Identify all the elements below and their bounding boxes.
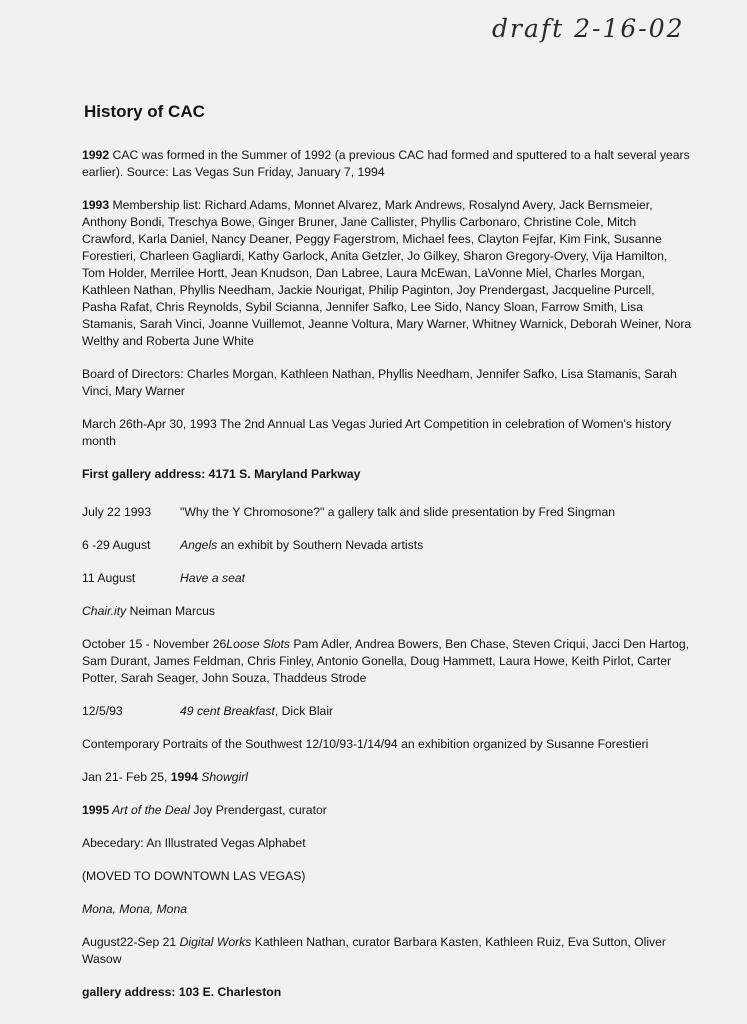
year-label: 1992	[82, 148, 110, 162]
paragraph-1993-membership	[82, 197, 692, 350]
paragraph-1992	[82, 147, 692, 181]
entry-abecedary: Abecedary: An Illustrated Vegas Alphabet	[82, 836, 306, 850]
entry-angels	[82, 537, 692, 554]
entry-title: Angels	[180, 538, 218, 552]
second-gallery-address: gallery address: 103 E. Charleston	[82, 985, 282, 999]
entry-title: Art of the Deal	[109, 803, 190, 817]
document-body	[82, 102, 692, 1017]
entry-breakfast	[82, 703, 692, 720]
entry-loose-slots	[82, 636, 692, 687]
entry-text: Joy Prendergast, curator	[189, 803, 327, 817]
membership-list: Membership list: Richard Adams, Monnet Alvarez, Mark Andrews, Rosalynd Avery, Jack Bernsmeier, Anthony Bondi, Treschya Bowe, Ginger Bruner, Jane Callister, Phyllis Carbonaro, Christine Cole, Mitch Crawford, Karla Daniel, Nancy Deaner, Peggy Fagerstrom, Michael fees, Clayton Fejfar, Kim Fink, Susanne Forestieri, Charleen Gagliardi, Kathy Garlock, Anita Getzler, Jo Gilkey, Sharon Gregory-Overy, Vija Hamilton, Tom Holder, Merrilee Hortt, Jean Knudson, Dan Labree, Laura McEwan, LaVonne Miel, Charles Morgan, Kathleen Nathan, Phyllis Needham, Jackie Nourigat, Philip Paginton, Joy Prendergast, Jacqueline Purcell, Pasha Rafat, Chris Reynolds, Sybil Scianna, Jennifer Safko, Lee Sido, Nancy Sloan, Farrow Smith, Lisa Stamanis, Sarah Vinci, Joanne Vuillemot, Jeanne Voltura, Mary Warner, Whitney Warnick, Deborah Weiner, Nora Welthy and Roberta June White	[82, 198, 692, 348]
entry-portraits: Contemporary Portraits of the Southwest 12/10/93-1/14/94 an exhibition organized by Susanne Forestieri	[82, 737, 649, 751]
entry-digital-works	[82, 934, 692, 968]
entry-title: Have a seat	[180, 571, 246, 585]
year-label: 1994	[170, 770, 198, 784]
entry-text: Kathleen Nathan, curator Barbara Kasten, Kathleen Ruiz, Eva Sutton, Oliver Wasow	[82, 935, 666, 966]
entry-title: Digital Works	[179, 935, 252, 949]
entry-title: Showgirl	[197, 770, 249, 784]
entry-date: 12/5/93	[82, 704, 123, 718]
entry-showgirl	[82, 769, 692, 786]
paragraph-text: CAC was formed in the Summer of 1992 (a previous CAC had formed and sputtered to a halt several years earlier). Source: Las Vegas Sun Friday, January 7, 1994	[82, 148, 690, 179]
entry-title: Loose Slots	[226, 637, 290, 651]
entry-text: Pam Adler, Andrea Bowers, Ben Chase, Steven Criqui, Jacci Den Hartog, Sam Durant, James Feldman, Chris Finley, Antonio Gonella, Doug Hammett, Laura Howe, Keith Pirlot, Carter Potter, Sarah Seager, John Souza, Thaddeus Strode	[82, 637, 689, 685]
board-of-directors: Board of Directors: Charles Morgan, Kathleen Nathan, Phyllis Needham, Jennifer Safko, Lisa Stamanis, Sarah Vinci, Mary Warner	[82, 367, 677, 398]
year-label: 1995	[82, 803, 110, 817]
entry-title: 49 cent Breakfast	[180, 704, 275, 718]
entry-title: Chair.ity	[82, 604, 127, 618]
moved-note: (MOVED TO DOWNTOWN LAS VEGAS)	[82, 869, 306, 883]
entry-art-of-the-deal	[82, 802, 692, 819]
entry-date: October 15 - November 26	[82, 637, 227, 651]
entry-mona: Mona, Mona, Mona	[82, 902, 188, 916]
entry-date: August22-Sep 21	[82, 935, 180, 949]
entry-text: Neiman Marcus	[126, 604, 215, 618]
first-gallery-address: First gallery address: 4171 S. Maryland Parkway	[82, 467, 361, 481]
handwritten-note: draft 2-16-02	[492, 14, 685, 43]
entry-text: , Dick Blair	[274, 704, 334, 718]
juried-competition: March 26th-Apr 30, 1993 The 2nd Annual Las Vegas Juried Art Competition in celebration of Women's history month	[82, 417, 672, 448]
year-label: 1993	[82, 198, 110, 212]
entry-date: 6 -29 August	[82, 538, 151, 552]
entry-date: Jan 21- Feb 25,	[82, 770, 171, 784]
entry-july	[82, 504, 692, 521]
entry-text: "Why the Y Chromosone?" a gallery talk and slide presentation by Fred Singman	[180, 505, 616, 519]
entry-text: an exhibit by Southern Nevada artists	[217, 538, 424, 552]
entry-date: 11 August	[82, 571, 136, 585]
entry-date: July 22 1993	[82, 505, 152, 519]
page-title: History of CAC	[84, 102, 205, 121]
entry-seat	[82, 570, 692, 587]
entry-chairity	[82, 603, 692, 620]
